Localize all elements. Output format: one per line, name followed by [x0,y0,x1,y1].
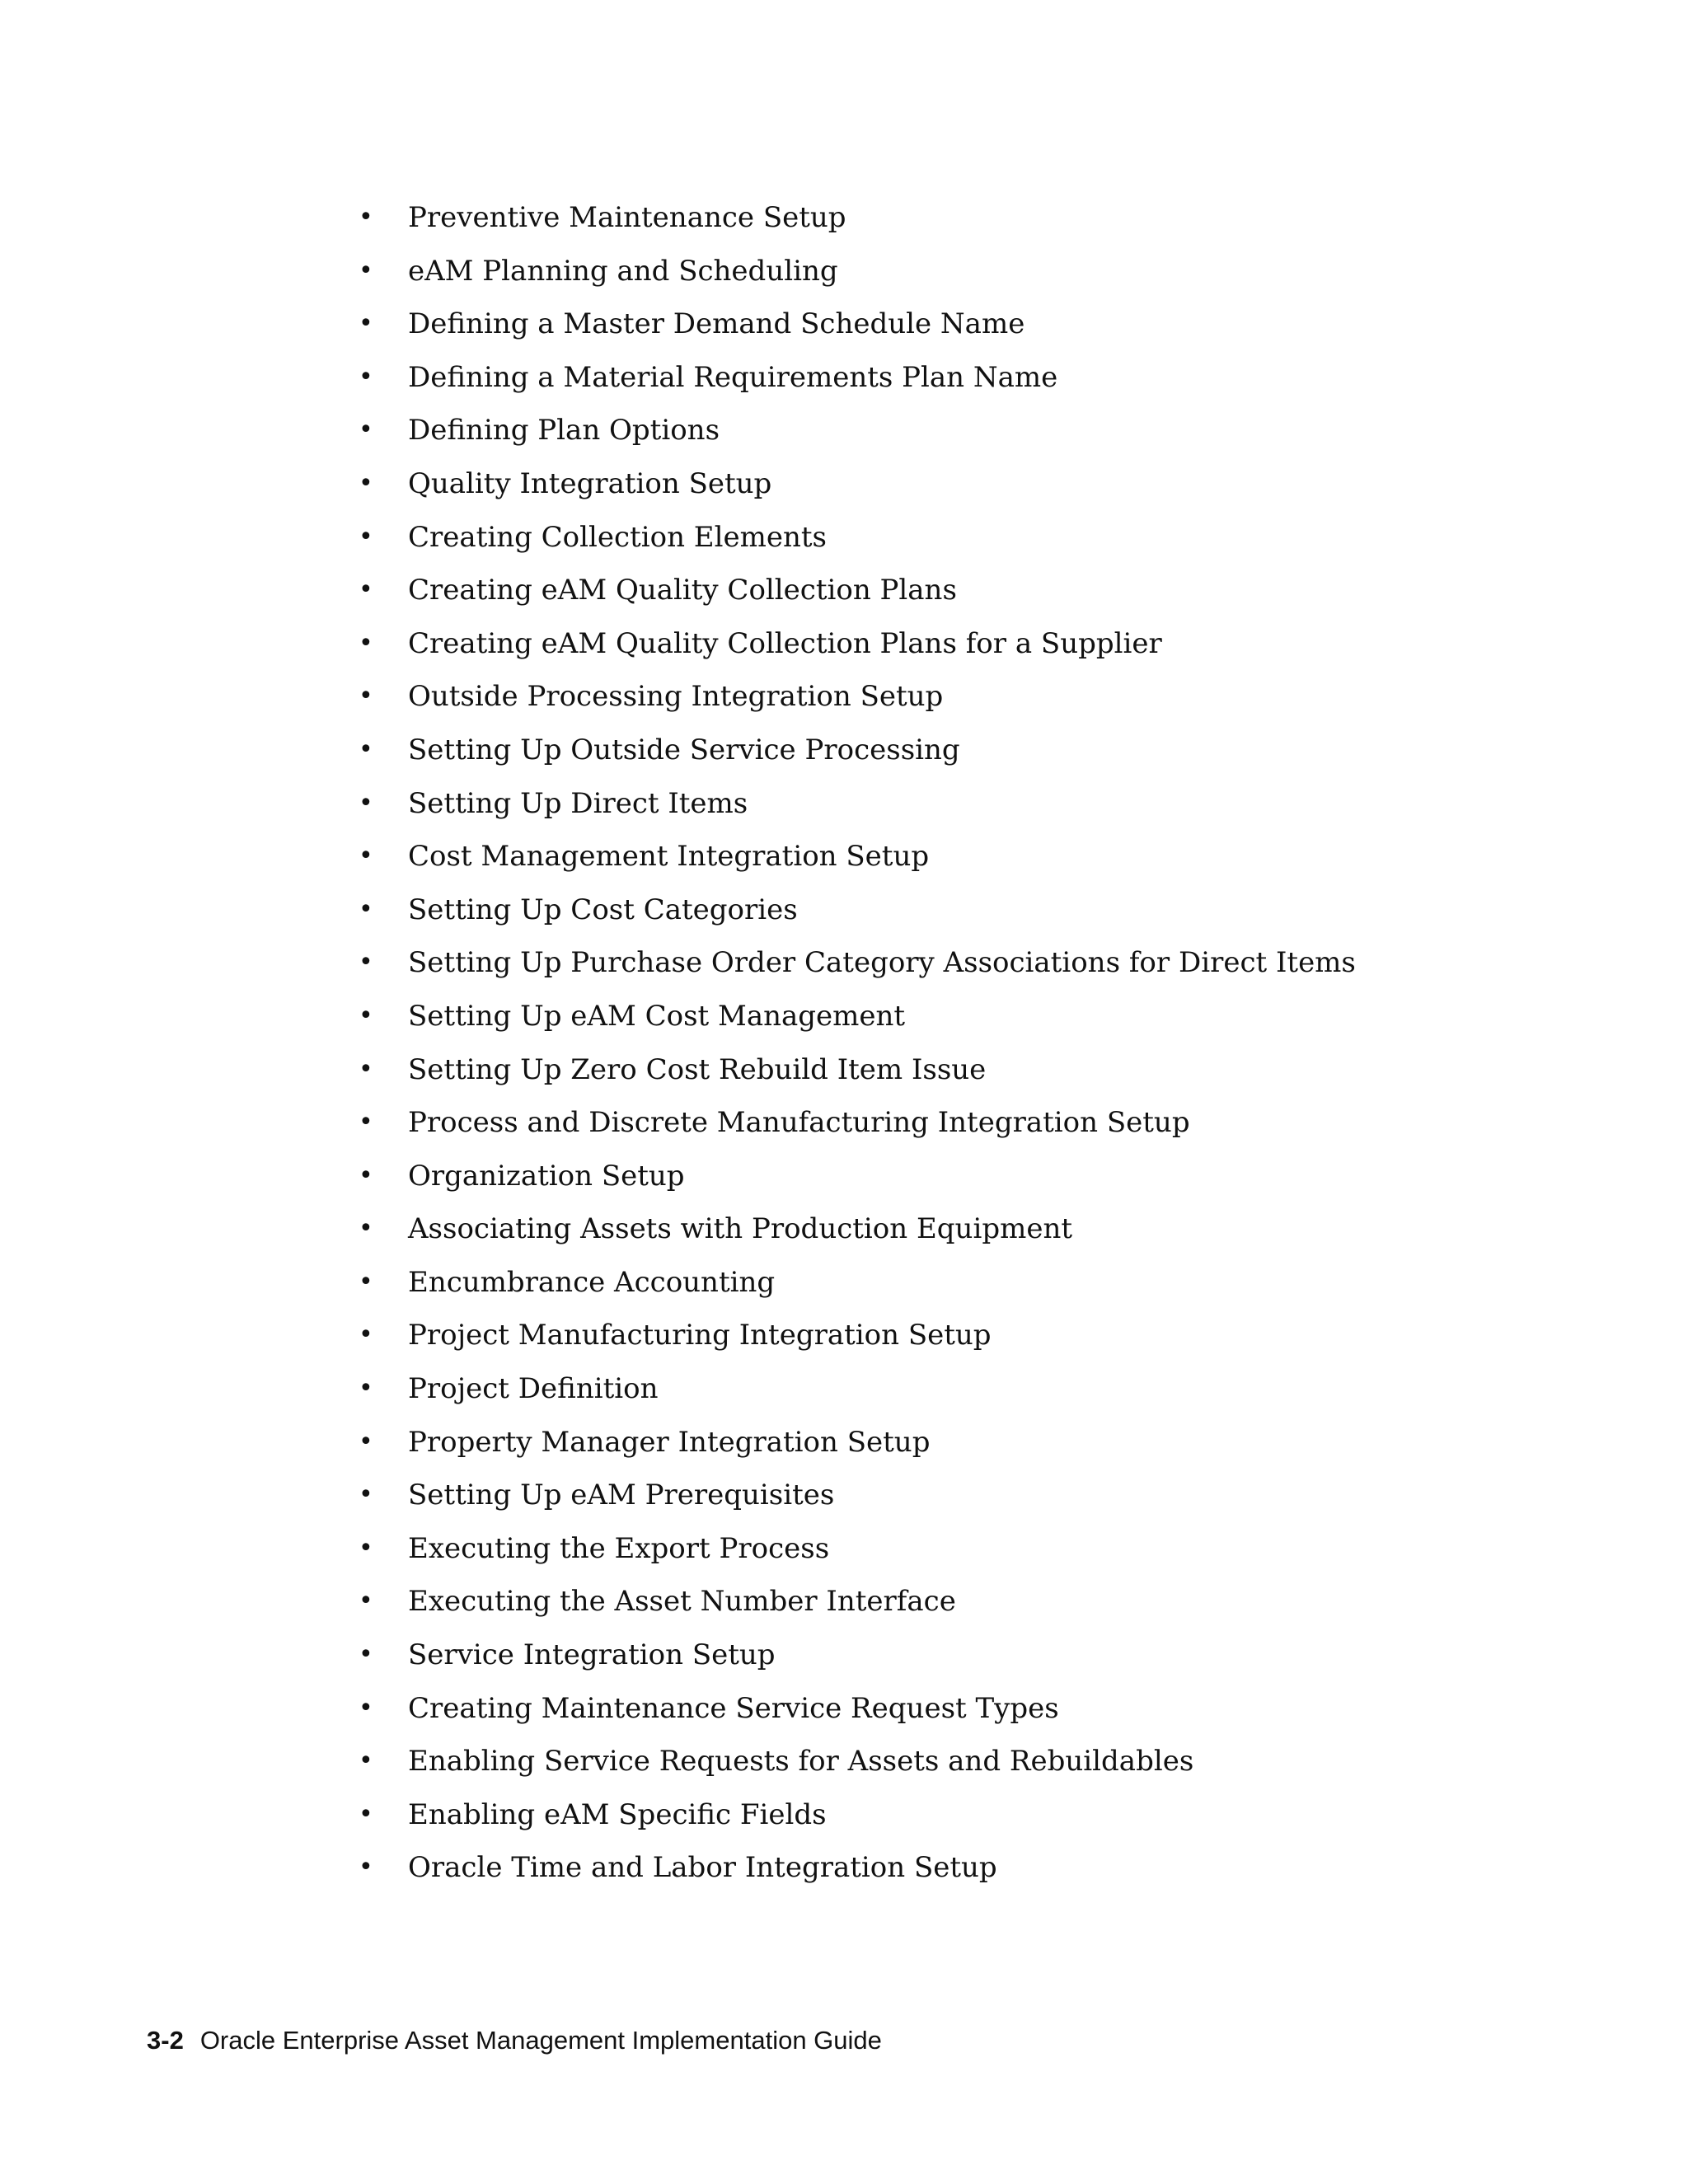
list-item-text: eAM Planning and Scheduling [408,254,838,288]
list-item-text: Setting Up eAM Cost Management [408,999,906,1033]
list-item-text: Oracle Time and Labor Integration Setup [408,1851,997,1885]
list-item-text: Property Manager Integration Setup [408,1425,931,1459]
list-item-text: Setting Up Purchase Order Category Associations for Direct Items [408,946,1356,980]
list-item-text: Creating eAM Quality Collection Plans [408,574,957,607]
bullet-icon: • [359,1320,373,1350]
list-item-text: Service Integration Setup [408,1638,776,1672]
bullet-icon: • [359,841,373,871]
list-item-text: Project Manufacturing Integration Setup [408,1319,992,1352]
bullet-icon: • [359,1160,373,1190]
list-item-text: Encumbrance Accounting [408,1265,776,1299]
bullet-icon: • [359,415,373,445]
list-item-text: Setting Up Outside Service Processing [408,733,960,766]
bullet-icon: • [359,362,373,391]
bullet-icon: • [359,468,373,498]
list-item-text: Associating Assets with Production Equipment [408,1212,1073,1246]
bullet-icon: • [359,788,373,818]
list-item-text: Preventive Maintenance Setup [408,201,846,234]
bullet-icon: • [359,1108,373,1137]
bullet-icon: • [359,522,373,551]
bullet-icon: • [359,1267,373,1296]
bullet-icon: • [359,682,373,711]
bullet-icon: • [359,255,373,285]
list-item-text: Setting Up Cost Categories [408,893,798,926]
list-item-text: Enabling eAM Specific Fields [408,1797,827,1831]
list-item-text: Setting Up Direct Items [408,786,748,820]
bullet-icon: • [359,734,373,764]
list-item-text: Organization Setup [408,1159,685,1193]
list-item-text: Defining a Master Demand Schedule Name [408,307,1025,341]
bullet-icon: • [359,1214,373,1244]
list-item-text: Project Definition [408,1372,659,1406]
bullet-icon: • [359,1374,373,1404]
list-item-text: Enabling Service Requests for Assets and Rebuildables [408,1745,1194,1779]
bullet-icon: • [359,1586,373,1616]
list-item-text: Defining a Material Requirements Plan Name [408,360,1058,394]
list-item-text: Setting Up Zero Cost Rebuild Item Issue [408,1052,987,1086]
bullet-icon: • [359,1693,373,1722]
bullet-icon: • [359,575,373,605]
footer-page-number: 3-2 [147,2026,184,2055]
list-item-text: Creating Maintenance Service Request Types [408,1691,1059,1725]
bullet-icon: • [359,1480,373,1510]
list-item-text: Executing the Export Process [408,1531,830,1565]
bullet-icon: • [359,894,373,924]
bullet-icon: • [359,1799,373,1829]
bullet-icon: • [359,1054,373,1084]
list-item-text: Executing the Asset Number Interface [408,1585,956,1619]
bullet-icon: • [359,628,373,658]
bullet-icon: • [359,948,373,977]
bullet-icon: • [359,309,373,339]
bullet-icon: • [359,1533,373,1563]
bullet-icon: • [359,1640,373,1670]
list-item-text: Quality Integration Setup [408,466,772,500]
footer-guide-title: Oracle Enterprise Asset Management Implementation Guide [199,2026,882,2055]
list-item-text: Outside Processing Integration Setup [408,680,944,714]
bullet-icon: • [359,1853,373,1882]
list-item-text: Cost Management Integration Setup [408,840,930,874]
list-item-text: Defining Plan Options [408,414,720,448]
list-item-text: Process and Discrete Manufacturing Integration Setup [408,1106,1190,1140]
bullet-icon: • [359,203,373,232]
bullet-icon: • [359,1001,373,1030]
page-footer [147,2024,882,2057]
bullet-icon: • [359,1427,373,1456]
list-item-text: Creating Collection Elements [408,520,827,554]
list-item-text: Setting Up eAM Prerequisites [408,1479,835,1512]
bullet-icon: • [359,1746,373,1776]
list-item-text: Creating eAM Quality Collection Plans for a Supplier [408,626,1162,660]
